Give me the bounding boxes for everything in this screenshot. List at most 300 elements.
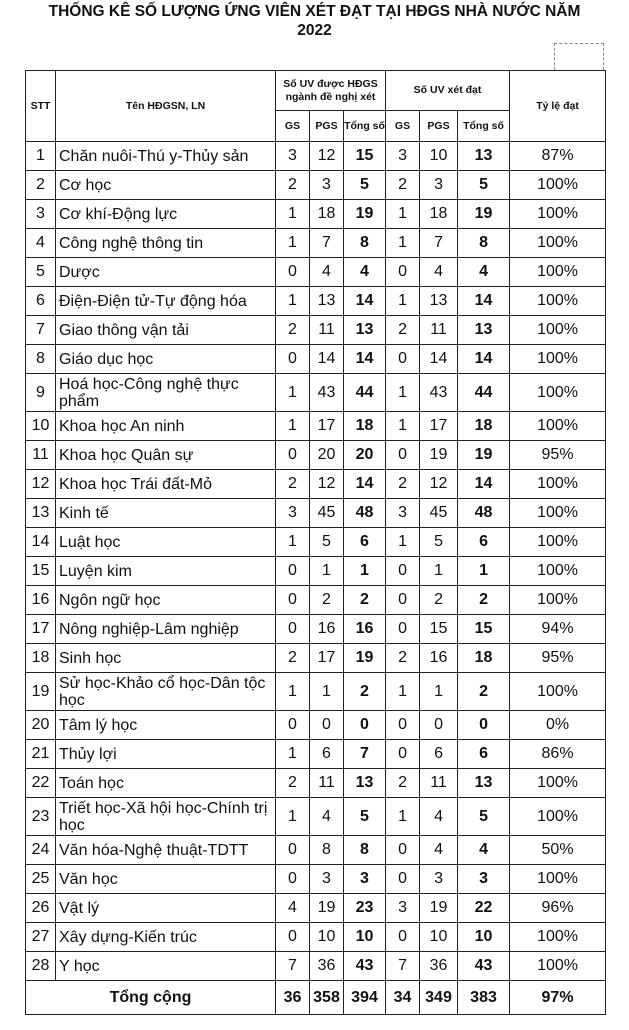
row-stt: 12 [26, 470, 56, 499]
row-proposed-pgs: 6 [310, 740, 344, 769]
row-rate: 100% [510, 769, 606, 798]
row-stt: 2 [26, 171, 56, 200]
row-proposed-pgs: 17 [310, 412, 344, 441]
row-stt: 16 [26, 586, 56, 615]
row-proposed-gs: 0 [276, 441, 310, 470]
row-rate: 100% [510, 923, 606, 952]
row-name: Sinh học [56, 644, 276, 673]
row-proposed-total: 1 [344, 557, 386, 586]
row-proposed-pgs: 11 [310, 769, 344, 798]
row-passed-gs: 1 [386, 528, 420, 557]
row-proposed-total: 4 [344, 258, 386, 287]
row-name: Văn hóa-Nghệ thuật-TDTT [56, 836, 276, 865]
row-passed-total: 43 [458, 952, 510, 981]
row-proposed-pgs: 4 [310, 798, 344, 836]
row-stt: 15 [26, 557, 56, 586]
table-row [26, 345, 606, 374]
row-proposed-gs: 2 [276, 644, 310, 673]
row-proposed-total: 16 [344, 615, 386, 644]
row-name: Luyện kim [56, 557, 276, 586]
row-rate: 0% [510, 711, 606, 740]
row-name: Cơ học [56, 171, 276, 200]
table-row [26, 200, 606, 229]
row-passed-total: 4 [458, 836, 510, 865]
header-name: Tên HĐGSN, LN [56, 71, 276, 142]
row-proposed-total: 8 [344, 836, 386, 865]
table-row [26, 374, 606, 412]
row-proposed-total: 15 [344, 142, 386, 171]
row-passed-total: 18 [458, 644, 510, 673]
table-body [26, 142, 606, 981]
total-rate: 97% [510, 981, 606, 1015]
table-row [26, 142, 606, 171]
row-proposed-total: 19 [344, 200, 386, 229]
row-name: Văn học [56, 865, 276, 894]
row-passed-total: 2 [458, 586, 510, 615]
row-name: Y học [56, 952, 276, 981]
header-stt: STT [26, 71, 56, 142]
row-passed-gs: 1 [386, 798, 420, 836]
row-name: Công nghệ thông tin [56, 229, 276, 258]
row-proposed-total: 14 [344, 470, 386, 499]
row-stt: 14 [26, 528, 56, 557]
row-passed-gs: 3 [386, 142, 420, 171]
row-proposed-total: 5 [344, 171, 386, 200]
row-passed-pgs: 16 [420, 644, 458, 673]
row-passed-gs: 0 [386, 865, 420, 894]
row-passed-total: 15 [458, 615, 510, 644]
row-name: Khoa học An ninh [56, 412, 276, 441]
row-proposed-pgs: 4 [310, 258, 344, 287]
table-row [26, 711, 606, 740]
row-name: Giáo dục học [56, 345, 276, 374]
row-proposed-pgs: 13 [310, 287, 344, 316]
row-passed-pgs: 19 [420, 894, 458, 923]
row-stt: 19 [26, 673, 56, 711]
row-stt: 17 [26, 615, 56, 644]
row-proposed-pgs: 17 [310, 644, 344, 673]
row-proposed-pgs: 12 [310, 470, 344, 499]
row-passed-total: 14 [458, 470, 510, 499]
table-row [26, 769, 606, 798]
row-stt: 20 [26, 711, 56, 740]
document-title [0, 2, 629, 40]
row-rate: 96% [510, 894, 606, 923]
row-passed-gs: 0 [386, 441, 420, 470]
row-proposed-pgs: 14 [310, 345, 344, 374]
row-proposed-gs: 0 [276, 836, 310, 865]
table-row [26, 586, 606, 615]
row-passed-gs: 1 [386, 229, 420, 258]
row-rate: 100% [510, 412, 606, 441]
table-row [26, 615, 606, 644]
row-passed-pgs: 43 [420, 374, 458, 412]
row-proposed-total: 14 [344, 287, 386, 316]
row-rate: 100% [510, 557, 606, 586]
total-passed-total: 383 [458, 981, 510, 1015]
row-proposed-pgs: 2 [310, 586, 344, 615]
row-rate: 100% [510, 470, 606, 499]
row-passed-pgs: 10 [420, 923, 458, 952]
row-passed-pgs: 13 [420, 287, 458, 316]
row-passed-pgs: 3 [420, 171, 458, 200]
row-proposed-pgs: 16 [310, 615, 344, 644]
row-proposed-pgs: 1 [310, 557, 344, 586]
row-proposed-pgs: 43 [310, 374, 344, 412]
row-name: Kinh tế [56, 499, 276, 528]
row-proposed-gs: 1 [276, 374, 310, 412]
row-passed-total: 19 [458, 200, 510, 229]
table-row [26, 894, 606, 923]
row-proposed-total: 18 [344, 412, 386, 441]
total-passed-gs: 34 [386, 981, 420, 1015]
row-proposed-total: 23 [344, 894, 386, 923]
row-passed-pgs: 4 [420, 798, 458, 836]
row-proposed-total: 13 [344, 769, 386, 798]
row-passed-pgs: 4 [420, 836, 458, 865]
row-passed-total: 14 [458, 287, 510, 316]
row-stt: 25 [26, 865, 56, 894]
row-name: Toán học [56, 769, 276, 798]
total-passed-pgs: 349 [420, 981, 458, 1015]
row-name: Sử học-Khảo cổ học-Dân tộc học [56, 673, 276, 711]
row-proposed-gs: 1 [276, 200, 310, 229]
table-row [26, 644, 606, 673]
row-proposed-pgs: 18 [310, 200, 344, 229]
total-proposed-pgs: 358 [310, 981, 344, 1015]
row-proposed-gs: 3 [276, 142, 310, 171]
row-proposed-total: 3 [344, 865, 386, 894]
row-rate: 95% [510, 441, 606, 470]
row-passed-pgs: 10 [420, 142, 458, 171]
row-proposed-gs: 0 [276, 345, 310, 374]
row-name: Khoa học Trái đất-Mỏ [56, 470, 276, 499]
row-rate: 100% [510, 171, 606, 200]
row-passed-gs: 1 [386, 673, 420, 711]
row-proposed-total: 8 [344, 229, 386, 258]
header-passed-total: Tổng số [458, 111, 510, 142]
table-row [26, 528, 606, 557]
row-rate: 100% [510, 316, 606, 345]
row-passed-pgs: 2 [420, 586, 458, 615]
row-passed-total: 19 [458, 441, 510, 470]
row-passed-total: 10 [458, 923, 510, 952]
row-passed-gs: 0 [386, 258, 420, 287]
row-proposed-gs: 2 [276, 171, 310, 200]
total-proposed-gs: 36 [276, 981, 310, 1015]
row-proposed-gs: 1 [276, 798, 310, 836]
row-rate: 100% [510, 865, 606, 894]
row-stt: 7 [26, 316, 56, 345]
row-passed-pgs: 6 [420, 740, 458, 769]
header-proposed-total: Tổng số [344, 111, 386, 142]
row-proposed-pgs: 10 [310, 923, 344, 952]
row-name: Hoá học-Công nghệ thực phẩm [56, 374, 276, 412]
row-passed-pgs: 1 [420, 557, 458, 586]
row-passed-total: 5 [458, 798, 510, 836]
row-passed-gs: 2 [386, 470, 420, 499]
row-rate: 94% [510, 615, 606, 644]
title-line-2: 2022 [297, 22, 332, 39]
table-row [26, 287, 606, 316]
row-passed-gs: 2 [386, 769, 420, 798]
row-rate: 100% [510, 586, 606, 615]
row-passed-total: 13 [458, 769, 510, 798]
header-proposed-gs: GS [276, 111, 310, 142]
row-passed-pgs: 18 [420, 200, 458, 229]
row-passed-gs: 3 [386, 894, 420, 923]
table-row [26, 798, 606, 836]
row-proposed-pgs: 8 [310, 836, 344, 865]
row-passed-gs: 2 [386, 171, 420, 200]
row-passed-total: 18 [458, 412, 510, 441]
row-stt: 27 [26, 923, 56, 952]
table-row [26, 412, 606, 441]
header-passed-group: Số UV xét đạt [386, 71, 510, 111]
table-row [26, 557, 606, 586]
row-passed-pgs: 11 [420, 769, 458, 798]
row-passed-total: 13 [458, 142, 510, 171]
table-row [26, 740, 606, 769]
row-proposed-pgs: 12 [310, 142, 344, 171]
row-proposed-pgs: 20 [310, 441, 344, 470]
row-name: Xây dựng-Kiến trúc [56, 923, 276, 952]
total-label: Tổng cộng [26, 981, 276, 1015]
row-name: Nông nghiệp-Lâm nghiệp [56, 615, 276, 644]
row-stt: 10 [26, 412, 56, 441]
row-proposed-gs: 0 [276, 557, 310, 586]
row-stt: 21 [26, 740, 56, 769]
row-proposed-gs: 3 [276, 499, 310, 528]
table-row [26, 673, 606, 711]
row-stt: 26 [26, 894, 56, 923]
row-name: Tâm lý học [56, 711, 276, 740]
row-passed-gs: 1 [386, 374, 420, 412]
row-proposed-gs: 1 [276, 528, 310, 557]
row-proposed-total: 48 [344, 499, 386, 528]
row-passed-pgs: 1 [420, 673, 458, 711]
total-proposed-total: 394 [344, 981, 386, 1015]
row-proposed-total: 43 [344, 952, 386, 981]
row-passed-total: 48 [458, 499, 510, 528]
row-stt: 9 [26, 374, 56, 412]
table-row [26, 952, 606, 981]
row-rate: 100% [510, 798, 606, 836]
row-proposed-gs: 0 [276, 923, 310, 952]
row-proposed-total: 19 [344, 644, 386, 673]
row-stt: 4 [26, 229, 56, 258]
row-name: Cơ khí-Động lực [56, 200, 276, 229]
row-stt: 23 [26, 798, 56, 836]
row-proposed-total: 44 [344, 374, 386, 412]
row-passed-total: 6 [458, 740, 510, 769]
row-passed-gs: 2 [386, 316, 420, 345]
row-proposed-total: 20 [344, 441, 386, 470]
row-proposed-gs: 7 [276, 952, 310, 981]
row-passed-total: 14 [458, 345, 510, 374]
row-name: Khoa học Quân sự [56, 441, 276, 470]
row-stt: 18 [26, 644, 56, 673]
row-passed-pgs: 0 [420, 711, 458, 740]
row-proposed-gs: 1 [276, 287, 310, 316]
row-proposed-pgs: 3 [310, 171, 344, 200]
row-rate: 100% [510, 374, 606, 412]
row-passed-pgs: 17 [420, 412, 458, 441]
row-proposed-gs: 2 [276, 769, 310, 798]
stats-table [25, 70, 606, 1015]
row-passed-pgs: 3 [420, 865, 458, 894]
row-passed-pgs: 19 [420, 441, 458, 470]
table-row [26, 229, 606, 258]
row-passed-pgs: 7 [420, 229, 458, 258]
row-passed-total: 1 [458, 557, 510, 586]
row-proposed-total: 13 [344, 316, 386, 345]
row-proposed-gs: 2 [276, 470, 310, 499]
row-passed-total: 44 [458, 374, 510, 412]
row-proposed-gs: 1 [276, 412, 310, 441]
row-passed-gs: 3 [386, 499, 420, 528]
row-proposed-pgs: 0 [310, 711, 344, 740]
row-stt: 3 [26, 200, 56, 229]
row-passed-gs: 0 [386, 345, 420, 374]
row-passed-gs: 1 [386, 200, 420, 229]
row-passed-gs: 2 [386, 644, 420, 673]
header-passed-gs: GS [386, 111, 420, 142]
table-row [26, 836, 606, 865]
row-passed-pgs: 15 [420, 615, 458, 644]
row-stt: 8 [26, 345, 56, 374]
row-name: Giao thông vận tải [56, 316, 276, 345]
row-proposed-total: 6 [344, 528, 386, 557]
row-proposed-pgs: 36 [310, 952, 344, 981]
row-proposed-gs: 0 [276, 711, 310, 740]
row-proposed-pgs: 45 [310, 499, 344, 528]
row-passed-gs: 0 [386, 557, 420, 586]
header-rate: Tỷ lệ đạt [510, 71, 606, 142]
table-row [26, 923, 606, 952]
row-stt: 24 [26, 836, 56, 865]
row-passed-pgs: 4 [420, 258, 458, 287]
row-proposed-total: 0 [344, 711, 386, 740]
row-passed-gs: 0 [386, 711, 420, 740]
row-rate: 100% [510, 499, 606, 528]
row-proposed-pgs: 5 [310, 528, 344, 557]
row-stt: 1 [26, 142, 56, 171]
title-line-1: THỐNG KÊ SỐ LƯỢNG ỨNG VIÊN XÉT ĐẠT TẠI HĐGS NHÀ NƯỚC NĂM [48, 3, 581, 20]
header-proposed-pgs: PGS [310, 111, 344, 142]
row-proposed-gs: 1 [276, 673, 310, 711]
row-rate: 87% [510, 142, 606, 171]
row-passed-gs: 1 [386, 412, 420, 441]
row-passed-total: 5 [458, 171, 510, 200]
row-passed-pgs: 14 [420, 345, 458, 374]
row-name: Dược [56, 258, 276, 287]
row-passed-total: 6 [458, 528, 510, 557]
row-passed-gs: 1 [386, 287, 420, 316]
row-proposed-pgs: 11 [310, 316, 344, 345]
table-row [26, 441, 606, 470]
row-stt: 6 [26, 287, 56, 316]
row-proposed-gs: 1 [276, 229, 310, 258]
row-name: Điện-Điện tử-Tự động hóa [56, 287, 276, 316]
row-passed-pgs: 45 [420, 499, 458, 528]
row-rate: 100% [510, 200, 606, 229]
row-passed-total: 4 [458, 258, 510, 287]
row-stt: 28 [26, 952, 56, 981]
row-passed-pgs: 5 [420, 528, 458, 557]
row-passed-gs: 0 [386, 615, 420, 644]
row-passed-total: 8 [458, 229, 510, 258]
row-rate: 100% [510, 952, 606, 981]
row-name: Ngôn ngữ học [56, 586, 276, 615]
row-name: Vật lý [56, 894, 276, 923]
row-proposed-gs: 0 [276, 865, 310, 894]
row-rate: 100% [510, 345, 606, 374]
row-rate: 95% [510, 644, 606, 673]
header-proposed-group: Số UV được HĐGS ngành đề nghị xét [276, 71, 386, 111]
row-passed-pgs: 11 [420, 316, 458, 345]
row-stt: 13 [26, 499, 56, 528]
table-row [26, 499, 606, 528]
row-proposed-pgs: 19 [310, 894, 344, 923]
row-proposed-total: 14 [344, 345, 386, 374]
row-passed-pgs: 36 [420, 952, 458, 981]
row-proposed-total: 5 [344, 798, 386, 836]
row-proposed-total: 2 [344, 673, 386, 711]
row-name: Chăn nuôi-Thú y-Thủy sản [56, 142, 276, 171]
row-passed-total: 22 [458, 894, 510, 923]
row-passed-gs: 0 [386, 586, 420, 615]
row-rate: 100% [510, 528, 606, 557]
row-proposed-pgs: 3 [310, 865, 344, 894]
row-rate: 50% [510, 836, 606, 865]
row-name: Triết học-Xã hội học-Chính trị học [56, 798, 276, 836]
row-passed-gs: 7 [386, 952, 420, 981]
row-rate: 86% [510, 740, 606, 769]
row-proposed-total: 2 [344, 586, 386, 615]
row-passed-total: 13 [458, 316, 510, 345]
row-passed-gs: 0 [386, 740, 420, 769]
row-rate: 100% [510, 673, 606, 711]
dashed-corner-box [554, 43, 604, 70]
row-proposed-gs: 2 [276, 316, 310, 345]
row-passed-total: 3 [458, 865, 510, 894]
row-proposed-total: 10 [344, 923, 386, 952]
table-row [26, 171, 606, 200]
table-row [26, 258, 606, 287]
row-proposed-pgs: 7 [310, 229, 344, 258]
row-passed-total: 2 [458, 673, 510, 711]
table-row [26, 316, 606, 345]
row-passed-gs: 0 [386, 923, 420, 952]
row-name: Luật học [56, 528, 276, 557]
row-proposed-gs: 4 [276, 894, 310, 923]
row-stt: 11 [26, 441, 56, 470]
row-stt: 5 [26, 258, 56, 287]
row-stt: 22 [26, 769, 56, 798]
row-proposed-pgs: 1 [310, 673, 344, 711]
row-proposed-total: 7 [344, 740, 386, 769]
row-proposed-gs: 0 [276, 615, 310, 644]
row-proposed-gs: 0 [276, 586, 310, 615]
row-proposed-gs: 1 [276, 740, 310, 769]
row-rate: 100% [510, 258, 606, 287]
row-passed-pgs: 12 [420, 470, 458, 499]
table-row [26, 470, 606, 499]
row-rate: 100% [510, 229, 606, 258]
header-passed-pgs: PGS [420, 111, 458, 142]
table-row [26, 865, 606, 894]
